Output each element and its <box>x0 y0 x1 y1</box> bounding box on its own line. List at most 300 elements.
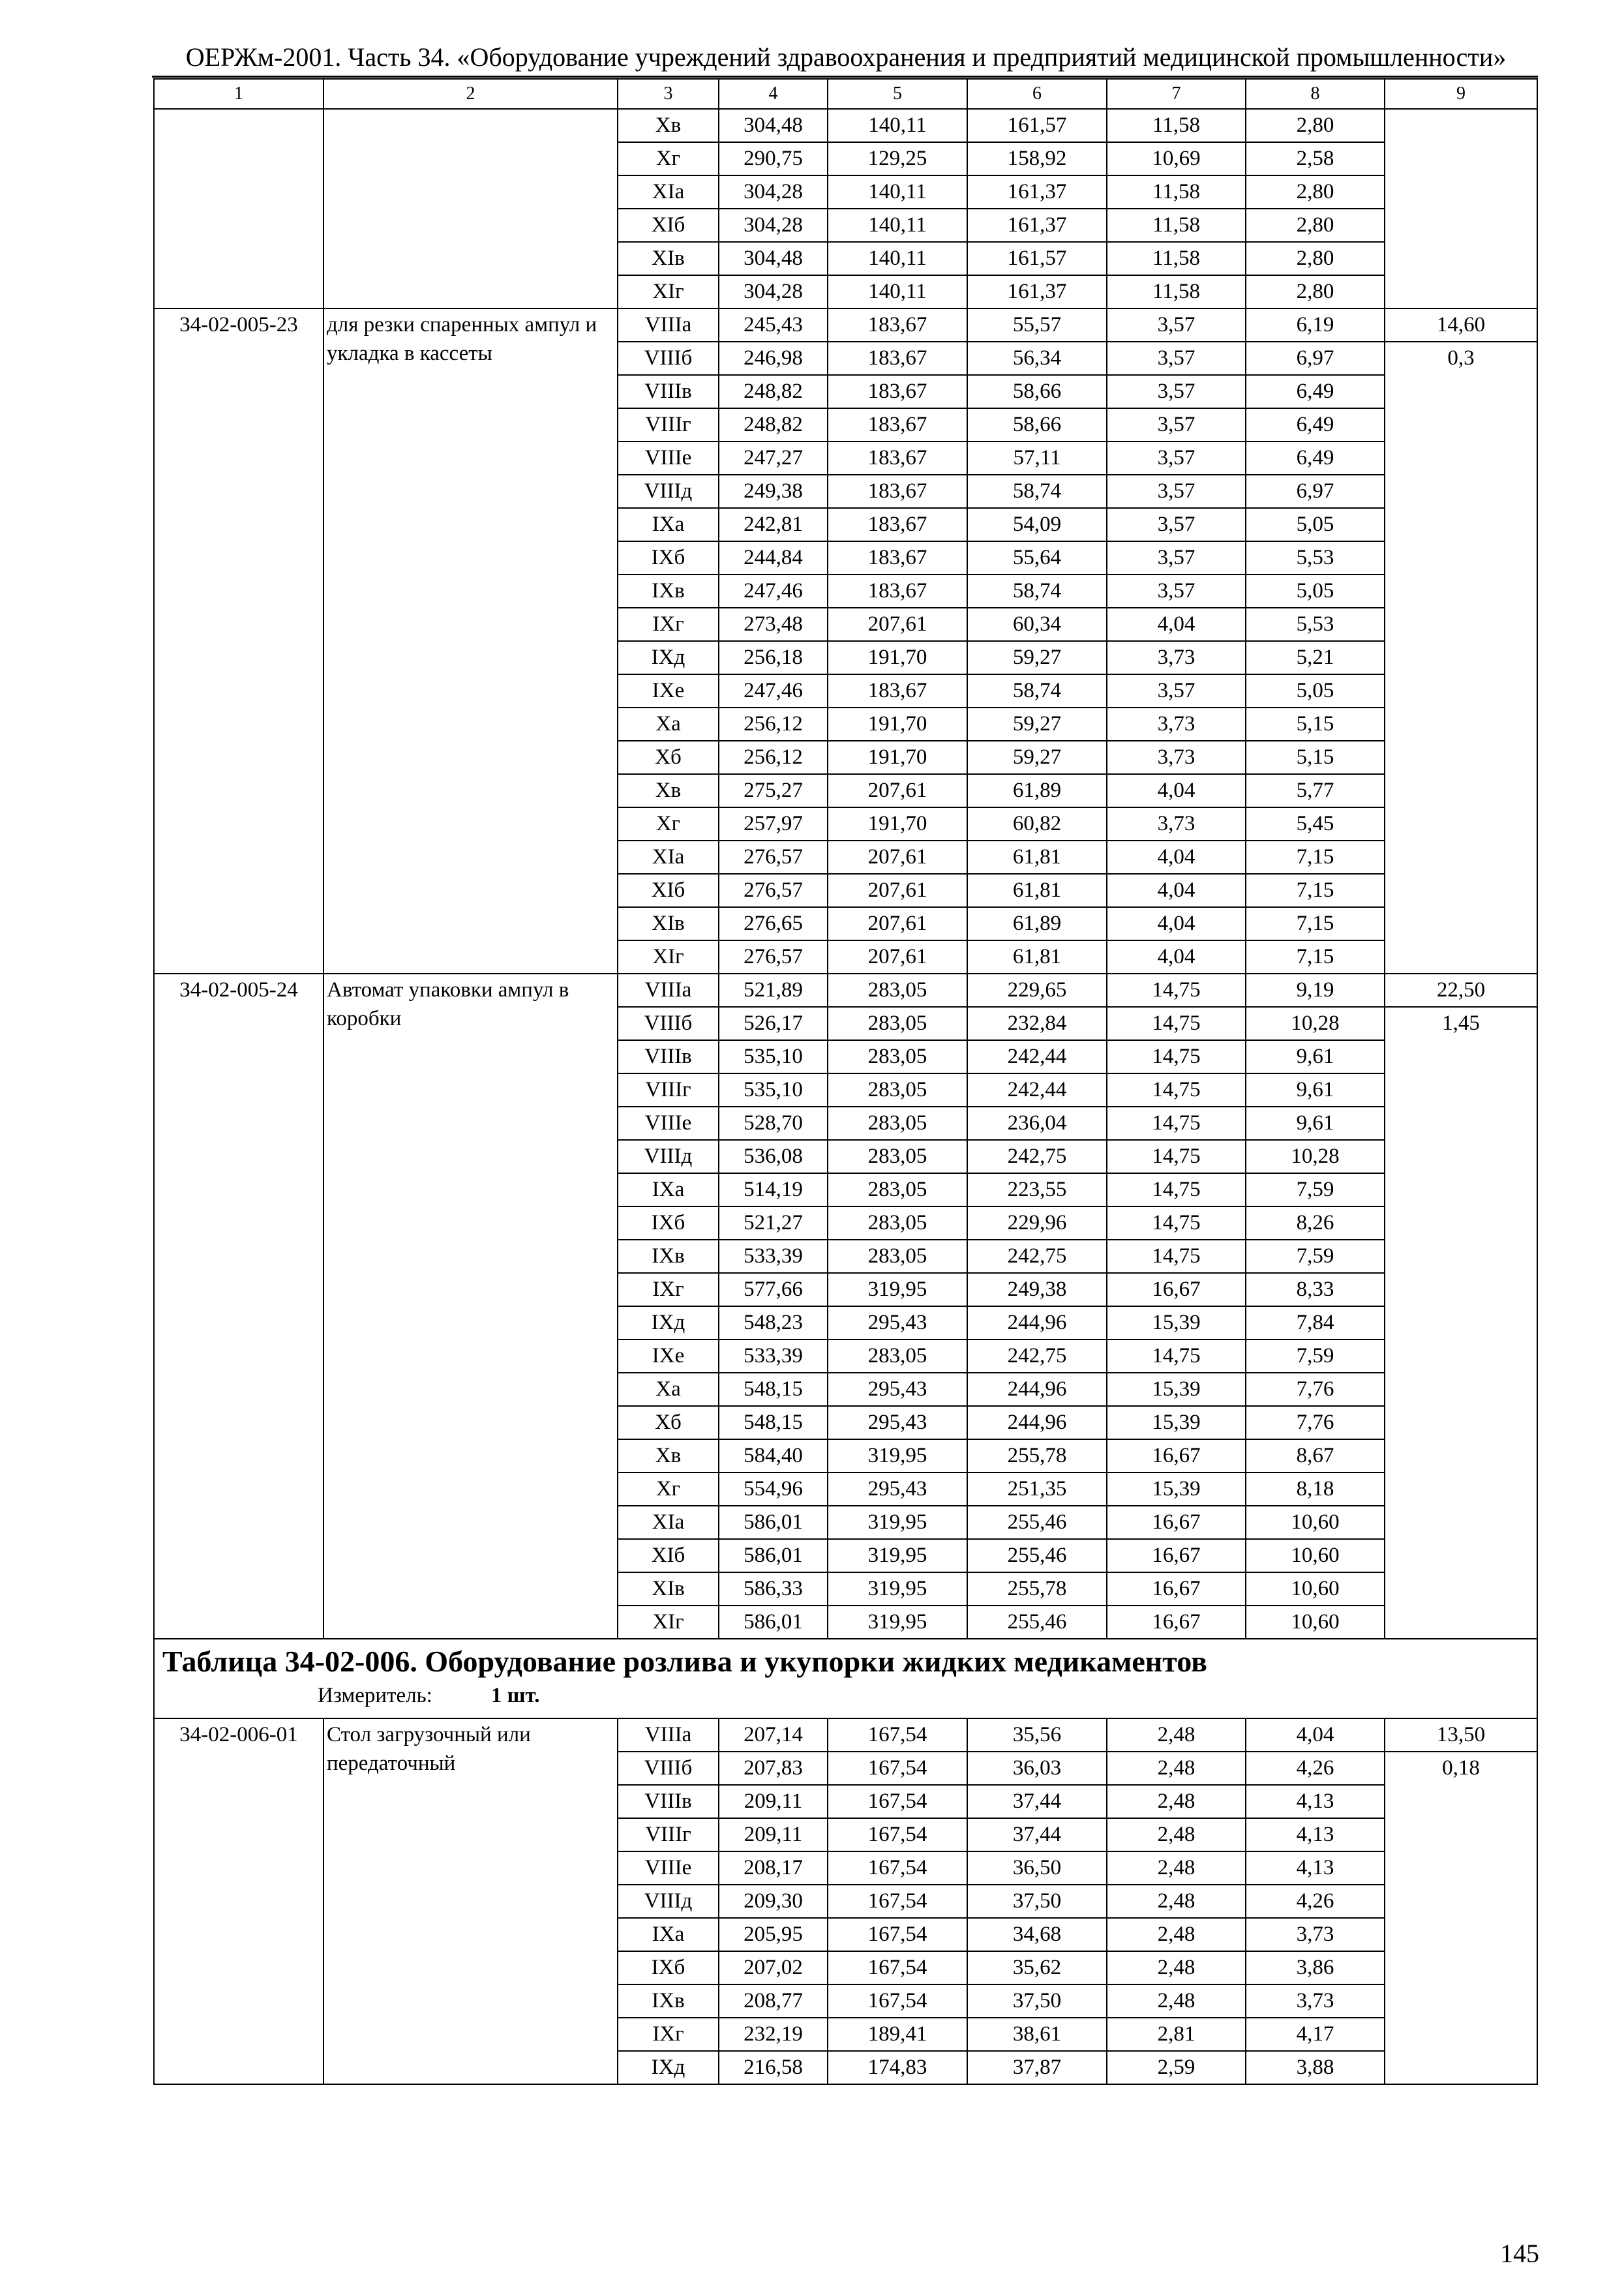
code-cell: 34-02-005-24 <box>154 974 323 1639</box>
materials-cell: 3,88 <box>1246 2051 1385 2084</box>
wages-cell: 191,70 <box>828 708 967 741</box>
materials-cell: 6,97 <box>1246 475 1385 508</box>
machines-cell: 37,44 <box>967 1818 1107 1851</box>
zone-cell: IXа <box>618 1918 719 1951</box>
machinists-wages-cell: 3,57 <box>1107 475 1246 508</box>
machinists-wages-cell: 3,73 <box>1107 807 1246 841</box>
machinists-wages-cell: 14,75 <box>1107 1339 1246 1373</box>
total-cost-cell: 528,70 <box>719 1107 828 1140</box>
machinists-wages-cell: 2,48 <box>1107 1818 1246 1851</box>
materials-cell: 7,59 <box>1246 1173 1385 1206</box>
labor-cost-cell: 22,50 <box>1385 974 1537 1007</box>
table-title: Таблица 34-02-006. Оборудование розлива и укупорки жидких медикаментов <box>162 1645 1207 1678</box>
machines-cell: 37,44 <box>967 1785 1107 1818</box>
wages-cell: 183,67 <box>828 475 967 508</box>
machinists-wages-cell: 14,75 <box>1107 1140 1246 1173</box>
total-cost-cell: 256,12 <box>719 741 828 774</box>
machines-cell: 59,27 <box>967 741 1107 774</box>
total-cost-cell: 209,30 <box>719 1885 828 1918</box>
zone-cell: IXд <box>618 641 719 674</box>
total-cost-cell: 205,95 <box>719 1918 828 1951</box>
machinists-wages-cell: 15,39 <box>1107 1406 1246 1439</box>
materials-cell: 6,49 <box>1246 375 1385 408</box>
zone-cell: Хв <box>618 1439 719 1473</box>
total-cost-cell: 526,17 <box>719 1007 828 1040</box>
machines-cell: 244,96 <box>967 1306 1107 1339</box>
materials-cell: 9,61 <box>1246 1040 1385 1073</box>
zone-cell: XIг <box>618 1606 719 1639</box>
column-number-2: 2 <box>323 79 618 109</box>
total-cost-cell: 249,38 <box>719 475 828 508</box>
machines-cell: 60,34 <box>967 608 1107 641</box>
wages-cell: 183,67 <box>828 541 967 575</box>
zone-cell: Хг <box>618 807 719 841</box>
wages-cell: 207,61 <box>828 874 967 907</box>
materials-cell: 5,05 <box>1246 674 1385 708</box>
materials-cell: 6,97 <box>1246 342 1385 375</box>
materials-cell: 7,59 <box>1246 1339 1385 1373</box>
machinists-wages-cell: 16,67 <box>1107 1539 1246 1572</box>
machinists-wages-cell: 3,57 <box>1107 674 1246 708</box>
machinists-wages-cell: 2,48 <box>1107 1752 1246 1785</box>
total-cost-cell: 535,10 <box>719 1040 828 1073</box>
zone-cell: IXб <box>618 1951 719 1984</box>
machines-cell: 244,96 <box>967 1406 1107 1439</box>
wages-cell: 167,54 <box>828 1785 967 1818</box>
materials-cell: 4,13 <box>1246 1851 1385 1885</box>
materials-cell: 4,17 <box>1246 2018 1385 2051</box>
total-cost-cell: 548,23 <box>719 1306 828 1339</box>
total-cost-cell: 207,02 <box>719 1951 828 1984</box>
wages-cell: 191,70 <box>828 741 967 774</box>
materials-cell: 3,86 <box>1246 1951 1385 1984</box>
wages-cell: 283,05 <box>828 974 967 1007</box>
code-cell <box>154 109 323 308</box>
machines-cell: 56,34 <box>967 342 1107 375</box>
materials-cell: 10,28 <box>1246 1007 1385 1040</box>
zone-cell: IXв <box>618 1240 719 1273</box>
total-cost-cell: 304,28 <box>719 209 828 242</box>
machines-cell: 244,96 <box>967 1373 1107 1406</box>
wages-cell: 183,67 <box>828 441 967 475</box>
code-cell: 34-02-006-01 <box>154 1718 323 2084</box>
machines-cell: 58,66 <box>967 408 1107 441</box>
materials-cell: 7,84 <box>1246 1306 1385 1339</box>
wages-cell: 283,05 <box>828 1040 967 1073</box>
table-row <box>154 1718 1537 1752</box>
materials-cell: 6,49 <box>1246 441 1385 475</box>
zone-cell: VIIIе <box>618 1851 719 1885</box>
machinists-wages-cell: 14,75 <box>1107 1007 1246 1040</box>
zone-cell: VIIIе <box>618 441 719 475</box>
code-cell: 34-02-005-23 <box>154 308 323 974</box>
machines-cell: 251,35 <box>967 1473 1107 1506</box>
column-number-5: 5 <box>828 79 967 109</box>
machinists-wages-cell: 3,57 <box>1107 375 1246 408</box>
table-row <box>154 109 1537 142</box>
zone-cell: IXг <box>618 1273 719 1306</box>
machines-cell: 255,78 <box>967 1572 1107 1606</box>
machines-cell: 59,27 <box>967 708 1107 741</box>
wages-cell: 283,05 <box>828 1073 967 1107</box>
wages-cell: 283,05 <box>828 1107 967 1140</box>
materials-cell: 8,18 <box>1246 1473 1385 1506</box>
total-cost-cell: 207,83 <box>719 1752 828 1785</box>
materials-cell: 10,28 <box>1246 1140 1385 1173</box>
machines-cell: 61,81 <box>967 841 1107 874</box>
materials-cell: 2,80 <box>1246 242 1385 275</box>
machines-cell: 232,84 <box>967 1007 1107 1040</box>
total-cost-cell: 209,11 <box>719 1818 828 1851</box>
unit-label: Измеритель: <box>318 1684 432 1707</box>
machines-cell: 158,92 <box>967 142 1107 175</box>
machines-cell: 249,38 <box>967 1273 1107 1306</box>
materials-cell: 9,61 <box>1246 1073 1385 1107</box>
column-number-7: 7 <box>1107 79 1246 109</box>
machines-cell: 61,89 <box>967 907 1107 940</box>
zone-cell: XIа <box>618 1506 719 1539</box>
total-cost-cell: 256,18 <box>719 641 828 674</box>
machines-cell: 255,46 <box>967 1506 1107 1539</box>
materials-cell: 3,73 <box>1246 1984 1385 2018</box>
machines-cell: 236,04 <box>967 1107 1107 1140</box>
column-number-9: 9 <box>1385 79 1537 109</box>
zone-cell: IXе <box>618 674 719 708</box>
zone-cell: VIIIд <box>618 1140 719 1173</box>
total-cost-cell: 521,89 <box>719 974 828 1007</box>
zone-cell: VIIIд <box>618 475 719 508</box>
zone-cell: VIIIв <box>618 1040 719 1073</box>
zone-cell: Хб <box>618 741 719 774</box>
machinists-wages-cell: 16,67 <box>1107 1273 1246 1306</box>
zone-cell: XIб <box>618 209 719 242</box>
zone-cell: IXв <box>618 575 719 608</box>
machinists-wages-cell: 4,04 <box>1107 841 1246 874</box>
wages-cell: 183,67 <box>828 575 967 608</box>
materials-cell: 10,60 <box>1246 1539 1385 1572</box>
zone-cell: Хг <box>618 142 719 175</box>
machines-cell: 61,81 <box>967 940 1107 974</box>
wages-cell: 140,11 <box>828 109 967 142</box>
wages-cell: 140,11 <box>828 275 967 308</box>
machinists-wages-cell: 14,75 <box>1107 1073 1246 1107</box>
machinists-wages-cell: 3,57 <box>1107 308 1246 342</box>
machinists-wages-cell: 14,75 <box>1107 1173 1246 1206</box>
machines-cell: 58,66 <box>967 375 1107 408</box>
machinists-wages-cell: 2,48 <box>1107 1918 1246 1951</box>
description-cell <box>323 109 618 308</box>
machinists-wages-cell: 3,73 <box>1107 708 1246 741</box>
wages-cell: 129,25 <box>828 142 967 175</box>
zone-cell: Ха <box>618 1373 719 1406</box>
materials-cell: 7,15 <box>1246 940 1385 974</box>
labor-cost-cell: 13,50 <box>1385 1718 1537 1752</box>
machines-cell: 35,62 <box>967 1951 1107 1984</box>
materials-cell: 9,19 <box>1246 974 1385 1007</box>
zone-cell: VIIIв <box>618 1785 719 1818</box>
zone-cell: IXг <box>618 608 719 641</box>
price-table <box>153 78 1538 2085</box>
machinists-wages-cell: 16,67 <box>1107 1572 1246 1606</box>
materials-cell: 2,80 <box>1246 109 1385 142</box>
wages-cell: 140,11 <box>828 242 967 275</box>
zone-cell: Хб <box>618 1406 719 1439</box>
total-cost-cell: 536,08 <box>719 1140 828 1173</box>
wages-cell: 191,70 <box>828 807 967 841</box>
machinists-wages-cell: 3,57 <box>1107 508 1246 541</box>
machines-cell: 242,75 <box>967 1240 1107 1273</box>
materials-cell: 6,19 <box>1246 308 1385 342</box>
wages-cell: 319,95 <box>828 1506 967 1539</box>
column-number-4: 4 <box>719 79 828 109</box>
materials-cell: 5,15 <box>1246 708 1385 741</box>
materials-cell: 7,59 <box>1246 1240 1385 1273</box>
materials-cell: 2,80 <box>1246 275 1385 308</box>
machinists-wages-cell: 3,57 <box>1107 441 1246 475</box>
wages-cell: 295,43 <box>828 1373 967 1406</box>
total-cost-cell: 276,65 <box>719 907 828 940</box>
machines-cell: 223,55 <box>967 1173 1107 1206</box>
machinists-wages-cell: 4,04 <box>1107 608 1246 641</box>
machinists-wages-cell: 14,75 <box>1107 1040 1246 1073</box>
wages-cell: 174,83 <box>828 2051 967 2084</box>
materials-cell: 10,60 <box>1246 1572 1385 1606</box>
wages-cell: 283,05 <box>828 1240 967 1273</box>
zone-cell: XIб <box>618 874 719 907</box>
wages-cell: 140,11 <box>828 175 967 209</box>
wages-cell: 319,95 <box>828 1439 967 1473</box>
wages-cell: 295,43 <box>828 1473 967 1506</box>
header-rule <box>152 76 1538 78</box>
materials-cell: 4,04 <box>1246 1718 1385 1752</box>
wages-cell: 283,05 <box>828 1206 967 1240</box>
materials-cell: 5,53 <box>1246 608 1385 641</box>
wages-cell: 183,67 <box>828 342 967 375</box>
table-row <box>154 308 1537 342</box>
zone-cell: XIв <box>618 907 719 940</box>
materials-cell: 2,80 <box>1246 209 1385 242</box>
machines-cell: 255,46 <box>967 1539 1107 1572</box>
total-cost-cell: 208,77 <box>719 1984 828 2018</box>
total-cost-cell: 304,28 <box>719 275 828 308</box>
unit-value: 1 шт. <box>490 1684 540 1707</box>
labor-cost-cell: 14,60 <box>1385 308 1537 342</box>
machinists-wages-cell: 2,81 <box>1107 2018 1246 2051</box>
zone-cell: VIIIа <box>618 974 719 1007</box>
description-cell: Автомат упаковки ампул в коробки <box>323 974 618 1639</box>
zone-cell: VIIIг <box>618 408 719 441</box>
wages-cell: 319,95 <box>828 1606 967 1639</box>
zone-cell: Ха <box>618 708 719 741</box>
machines-cell: 55,57 <box>967 308 1107 342</box>
wages-cell: 167,54 <box>828 1951 967 1984</box>
zone-cell: IXа <box>618 508 719 541</box>
machines-cell: 37,50 <box>967 1984 1107 2018</box>
column-number-3: 3 <box>618 79 719 109</box>
machines-cell: 161,37 <box>967 209 1107 242</box>
machines-cell: 61,89 <box>967 774 1107 807</box>
materials-cell: 5,05 <box>1246 575 1385 608</box>
wages-cell: 319,95 <box>828 1539 967 1572</box>
column-numbers-row <box>154 79 1537 109</box>
total-cost-cell: 276,57 <box>719 940 828 974</box>
machinists-wages-cell: 2,48 <box>1107 1885 1246 1918</box>
wages-cell: 191,70 <box>828 641 967 674</box>
zone-cell: VIIIд <box>618 1885 719 1918</box>
wages-cell: 183,67 <box>828 375 967 408</box>
machinists-wages-cell: 11,58 <box>1107 275 1246 308</box>
total-cost-cell: 276,57 <box>719 874 828 907</box>
zone-cell: Хв <box>618 774 719 807</box>
machinists-wages-cell: 11,58 <box>1107 175 1246 209</box>
total-cost-cell: 273,48 <box>719 608 828 641</box>
unit-line <box>162 1681 1534 1710</box>
machines-cell: 57,11 <box>967 441 1107 475</box>
wages-cell: 167,54 <box>828 1984 967 2018</box>
zone-cell: XIв <box>618 1572 719 1606</box>
wages-cell: 183,67 <box>828 308 967 342</box>
total-cost-cell: 244,84 <box>719 541 828 575</box>
zone-cell: IXд <box>618 2051 719 2084</box>
total-cost-cell: 247,46 <box>719 674 828 708</box>
zone-cell: IXг <box>618 2018 719 2051</box>
machinists-wages-cell: 2,48 <box>1107 1984 1246 2018</box>
wages-cell: 189,41 <box>828 2018 967 2051</box>
total-cost-cell: 533,39 <box>719 1339 828 1373</box>
wages-cell: 207,61 <box>828 841 967 874</box>
zone-cell: IXб <box>618 1206 719 1240</box>
zone-cell: XIа <box>618 841 719 874</box>
materials-cell: 8,26 <box>1246 1206 1385 1240</box>
machines-cell: 242,44 <box>967 1040 1107 1073</box>
machinists-wages-cell: 3,57 <box>1107 342 1246 375</box>
wages-cell: 283,05 <box>828 1339 967 1373</box>
zone-cell: IXб <box>618 541 719 575</box>
total-cost-cell: 276,57 <box>719 841 828 874</box>
total-cost-cell: 247,46 <box>719 575 828 608</box>
wages-cell: 283,05 <box>828 1173 967 1206</box>
zone-cell: VIIIа <box>618 1718 719 1752</box>
materials-cell: 4,13 <box>1246 1785 1385 1818</box>
wages-cell: 283,05 <box>828 1140 967 1173</box>
zone-cell: VIIIб <box>618 342 719 375</box>
zone-cell: XIб <box>618 1539 719 1572</box>
machinists-wages-cell: 14,75 <box>1107 1206 1246 1240</box>
zone-cell: Хг <box>618 1473 719 1506</box>
machinists-wages-cell: 15,39 <box>1107 1306 1246 1339</box>
total-cost-cell: 209,11 <box>719 1785 828 1818</box>
wages-cell: 207,61 <box>828 907 967 940</box>
total-cost-cell: 548,15 <box>719 1406 828 1439</box>
machinists-wages-cell: 3,57 <box>1107 575 1246 608</box>
wages-cell: 319,95 <box>828 1572 967 1606</box>
machinists-wages-cell: 4,04 <box>1107 874 1246 907</box>
materials-cell: 5,21 <box>1246 641 1385 674</box>
machines-cell: 229,96 <box>967 1206 1107 1240</box>
materials-cell: 3,73 <box>1246 1918 1385 1951</box>
machinists-wages-cell: 16,67 <box>1107 1506 1246 1539</box>
machinists-wages-cell: 4,04 <box>1107 940 1246 974</box>
machinists-wages-cell: 3,73 <box>1107 641 1246 674</box>
wages-cell: 167,54 <box>828 1918 967 1951</box>
total-cost-cell: 208,17 <box>719 1851 828 1885</box>
total-cost-cell: 304,48 <box>719 242 828 275</box>
machinists-wages-cell: 3,57 <box>1107 408 1246 441</box>
materials-cell: 5,45 <box>1246 807 1385 841</box>
wages-cell: 207,61 <box>828 940 967 974</box>
zone-cell: IXа <box>618 1173 719 1206</box>
machinists-wages-cell: 15,39 <box>1107 1473 1246 1506</box>
machinists-wages-cell: 14,75 <box>1107 1107 1246 1140</box>
machinists-wages-cell: 11,58 <box>1107 109 1246 142</box>
machines-cell: 255,46 <box>967 1606 1107 1639</box>
total-cost-cell: 242,81 <box>719 508 828 541</box>
column-number-6: 6 <box>967 79 1107 109</box>
total-cost-cell: 304,28 <box>719 175 828 209</box>
total-cost-cell: 290,75 <box>719 142 828 175</box>
machines-cell: 242,75 <box>967 1339 1107 1373</box>
materials-cell: 8,67 <box>1246 1439 1385 1473</box>
table-section-header <box>154 1639 1537 1718</box>
machinists-wages-cell: 3,57 <box>1107 541 1246 575</box>
total-cost-cell: 554,96 <box>719 1473 828 1506</box>
machines-cell: 59,27 <box>967 641 1107 674</box>
machines-cell: 38,61 <box>967 2018 1107 2051</box>
wages-cell: 167,54 <box>828 1752 967 1785</box>
machines-cell: 36,03 <box>967 1752 1107 1785</box>
zone-cell: XIг <box>618 275 719 308</box>
machinist-labor-cell: 0,18 <box>1385 1752 1537 2084</box>
column-number-8: 8 <box>1246 79 1385 109</box>
table-title-cell <box>154 1639 1537 1718</box>
machinists-wages-cell: 2,48 <box>1107 1951 1246 1984</box>
machines-cell: 255,78 <box>967 1439 1107 1473</box>
machinists-wages-cell: 10,69 <box>1107 142 1246 175</box>
zone-cell: IXе <box>618 1339 719 1373</box>
wages-cell: 167,54 <box>828 1851 967 1885</box>
machinists-wages-cell: 14,75 <box>1107 974 1246 1007</box>
zone-cell: VIIIб <box>618 1007 719 1040</box>
machines-cell: 161,37 <box>967 175 1107 209</box>
wages-cell: 207,61 <box>828 774 967 807</box>
machinists-wages-cell: 14,75 <box>1107 1240 1246 1273</box>
wages-cell: 167,54 <box>828 1718 967 1752</box>
materials-cell: 10,60 <box>1246 1606 1385 1639</box>
materials-cell: 7,76 <box>1246 1373 1385 1406</box>
materials-cell: 2,80 <box>1246 175 1385 209</box>
materials-cell: 7,15 <box>1246 874 1385 907</box>
rates-cell <box>1385 109 1537 308</box>
total-cost-cell: 246,98 <box>719 342 828 375</box>
total-cost-cell: 245,43 <box>719 308 828 342</box>
machinists-wages-cell: 16,67 <box>1107 1439 1246 1473</box>
materials-cell: 4,26 <box>1246 1885 1385 1918</box>
zone-cell: VIIIа <box>618 308 719 342</box>
materials-cell: 8,33 <box>1246 1273 1385 1306</box>
machinists-wages-cell: 4,04 <box>1107 907 1246 940</box>
description-cell: Стол загрузочный или передаточный <box>323 1718 618 2084</box>
total-cost-cell: 514,19 <box>719 1173 828 1206</box>
machinists-wages-cell: 2,48 <box>1107 1785 1246 1818</box>
materials-cell: 6,49 <box>1246 408 1385 441</box>
materials-cell: 5,05 <box>1246 508 1385 541</box>
zone-cell: VIIIг <box>618 1818 719 1851</box>
total-cost-cell: 535,10 <box>719 1073 828 1107</box>
wages-cell: 167,54 <box>828 1885 967 1918</box>
machines-cell: 58,74 <box>967 575 1107 608</box>
wages-cell: 319,95 <box>828 1273 967 1306</box>
machines-cell: 58,74 <box>967 674 1107 708</box>
